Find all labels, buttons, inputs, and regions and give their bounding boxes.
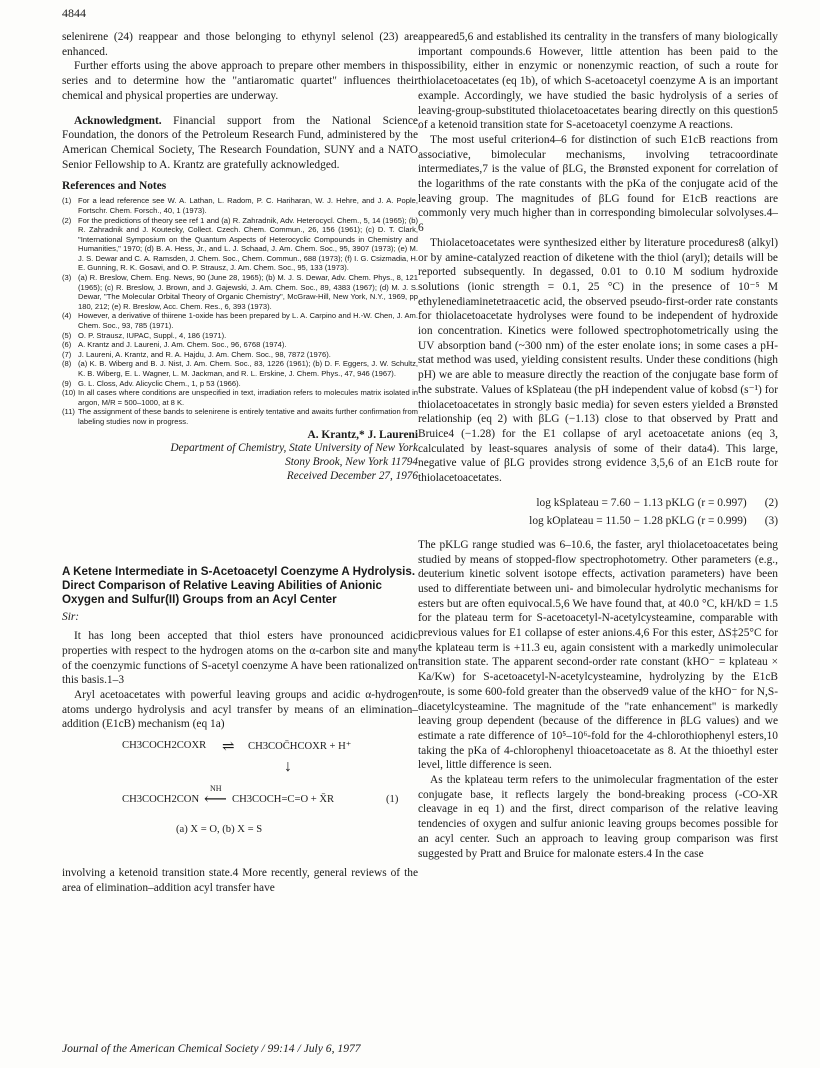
arrow-label: NH	[210, 784, 222, 794]
reference-number: (4)	[62, 311, 72, 321]
received-date: Received December 27, 1976	[286, 469, 418, 482]
equation-number: (2)	[764, 496, 778, 509]
reference-text: A. Krantz and J. Laureni, J. Am. Chem. Soc., 96, 6768 (1974).	[78, 340, 287, 350]
equations	[418, 494, 778, 530]
reference-item	[62, 273, 418, 311]
reference-number: (5)	[62, 330, 72, 340]
article-title: A Ketene Intermediate in S-Acetoacetyl Coenzyme A Hydrolysis. Direct Comparison of Relative Leaving Abilities of Anionic Oxygen and Sulfur(II) Groups from an Acyl Center	[62, 564, 416, 606]
paragraph: Aryl acetoacetates with powerful leaving groups and acidic α-hydrogen atoms undergo hydrolysis and acyl transfer by means of an elimination–addition (E1cB) mechanism (eq 1a)	[62, 689, 418, 731]
paragraph: involving a ketenoid transition state.4 More recently, general reviews of the area of elimination–addition acyl transfer have	[62, 867, 418, 894]
paragraph: appeared5,6 and established its centrality in the transfers of many biologically important compounds.6 However, little attention has been paid to the possibility, either in enzymic or nonenzymic reaction, of such a route for thiolacetoacetates (eq 1b), of which S-acetoacetyl coenzyme A is an important example. Accordingly, we have studied the basic hydrolysis of a series of leaving-group-substituted thiolacetoacetates bearing directly on this question5 of a ketenoid transition state for S-acetoacetyl coenzyme A reactions.	[418, 31, 778, 132]
reference-number: (2)	[62, 215, 72, 225]
salutation: Sir:	[62, 611, 80, 624]
references-list	[62, 196, 418, 426]
reference-number: (7)	[62, 349, 72, 359]
reference-number: (8)	[62, 359, 72, 369]
reference-text: J. Laureni, A. Krantz, and R. A. Hajdu, J. Am. Chem. Soc., 98, 7872 (1976).	[78, 349, 331, 359]
scheme-ketene: CH3COCH=C=O + X̄R	[232, 794, 335, 806]
reference-number: (11)	[62, 407, 75, 417]
paragraph: As the kplateau term refers to the unimolecular fragmentation of the ester conjugate base, it reflects largely the bond-breaking process (-CO-XR cleavage in eq 1) and the first, direct comparison of the relative leaving tendencies of oxygen and sulfur anionic leaving groups becomes possible for an acyl center. Such an approach to leaving group comparison was first suggested by Pratt and Bruice for malonate esters.4 In the case	[418, 774, 778, 860]
reference-item	[62, 379, 418, 389]
reaction-scheme	[62, 736, 418, 864]
reference-number: (10)	[62, 388, 76, 398]
authors: A. Krantz,* J. Laureni	[307, 428, 418, 441]
reference-text: However, a derivative of thiirene 1-oxide has been prepared by L. A. Carpino and H.-W. Chen, J. Am. Chem. Soc., 93, 785 (1971).	[78, 311, 418, 331]
reference-item	[62, 359, 418, 378]
paragraph: It has long been accepted that thiol esters have pronounced acidic properties with respect to the hydrogen atoms on the α-carbon site and many of the coenzymic functions of S-acetyl coenzyme A have been rationalized on this basis.1–3	[62, 630, 418, 687]
right-column	[418, 30, 778, 861]
reference-item	[62, 340, 418, 350]
reference-number: (9)	[62, 378, 72, 388]
reference-text: The assignment of these bands to selenirene is entirely tentative and awaits further confirmation from labeling studies now in progress.	[78, 407, 418, 426]
paragraph: Further efforts using the above approach to prepare other members in this series and to determine how the "antiaromatic quartet" influences their chemical and physical properties are underway.	[62, 60, 418, 102]
reference-text: For a lead reference see W. A. Lathan, L. Radom, P. C. Hariharan, W. J. Hehre, and J. A. Pople, Fortschr. Chem. Forsch., 40, 1 (1973).	[78, 196, 418, 215]
left-column	[62, 30, 418, 896]
equation-2: log kSplateau = 7.60 − 1.13 pKLG (r = 0.997)	[536, 496, 747, 509]
reference-text: For the predictions of theory see ref 1 and (a) R. Zahradnik, Adv. Heterocycl. Chem., 5, 14 (1965); (b) R. Zahradnik and J. Koutecky, Collect. Czech. Chem. Commun., 26, 156 (1961); (c) D. T. Clark, "International Symposium on the Quantum Aspects of Heterocyclic Compounds in Chemistry and Humanities," 1970; (d) B. A. Hess, Jr., and L. J. Schaad, J. Am. Chem. Soc., 95, 3907 (1973); (e) M. J. S. Dewar and C. A. Ramsden, J. Chem. Soc., Chem. Commun., 688 (1973); (f) I. G. Csizmadia, H. E. Gunning, R. K. Gosavi, and O. P. Strausz, J. Am. Chem. Soc., 95, 133 (1973).	[78, 215, 418, 273]
reference-number: (3)	[62, 273, 72, 283]
scheme-reactant: CH3COCH2COXR	[122, 740, 207, 752]
equation-number: (1)	[386, 794, 399, 806]
ack-heading: Acknowledgment.	[74, 114, 162, 127]
equation-3: log kOplateau = 11.50 − 1.28 pKLG (r = 0.999)	[529, 514, 747, 527]
ack-text: Financial support from the National Science Foundation, the donors of the Petroleum Research Fund, administered by the American Chemical Society, The Research Foundation, SUNY and a NATO Senior Fellowship to A. Krantz are gratefully acknowledged.	[62, 114, 418, 171]
reference-text: (a) R. Breslow, Chem. Eng. News, 90 (June 28, 1965); (b) M. J. S. Dewar, Adv. Chem. Phys., 8, 121 (1965); (c) R. Breslow, J. Brown, and J. Gajewski, J. Am. Chem. Soc., 89, 4383 (1967); (d) M. J. S. Dewar, "The Molecular Orbital Theory of Organic Chemistry", McGraw-Hill, New York, N.Y., 1969, pp 180, 212; (e) R. Breslow, Acc. Chem. Res., 6, 393 (1973).	[78, 273, 418, 311]
page-number: 4844	[62, 6, 86, 20]
reference-item	[62, 216, 418, 274]
reference-item	[62, 331, 418, 341]
paragraph: Thiolacetoacetates were synthesized either by literature procedures8 (alkyl) or by amine-catalyzed reaction of diketene with the thiol (aryl); details will be reported subsequently. In degassed, 0.01 to 0.10 M sodium hydroxide solutions (ionic strength = 0.1, 25 °C) in the presence of 10⁻⁵ M ethylenediaminetetraacetic acid, the observed pseudo-first-order rate constants for thiolacetoacetate hydrolyses were found to be independent of hydroxide ion concentration. Kinetics were followed spectrophotometrically using the UV absorption band (~300 nm) of the ester enolate ions; in some cases a pH-stat method was used, yielding consistent results. Under these conditions (high pH) we are able to measure directly the reaction of the conjugate base form of the substrate. Values of kSplateau (the pH independent value of kobsd (s⁻¹) for thiolacetoacetates in strongly basic media) for seven esters yielded a Brønsted relationship (eq 2) with βLG (−1.13) close to that observed by Pratt and Bruice4 (−1.28) for the E1 collapse of aryl acetoacetate anions (eq 3, calculated by least-squares analysis of some of their data4). This large, negative value of βLG provides strong evidence 3,5,6 of an E1cB route for thiolacetoacetates.	[418, 236, 778, 485]
reference-text: G. L. Closs, Adv. Alicyclic Chem., 1, p 53 (1966).	[78, 378, 241, 388]
reference-item	[62, 311, 418, 330]
reference-item	[62, 388, 418, 407]
equation-number: (3)	[764, 514, 778, 527]
paragraph: selenirene (24) reappear and those belonging to ethynyl selenol (23) are enhanced.	[62, 31, 418, 58]
acknowledgment	[62, 114, 418, 173]
paragraph: The most useful criterion4–6 for distinction of such E1cB reactions from associative, bimolecular mechanisms, involving tetracoordinate intermediates,7 is the value of βLG, the Brønsted exponent for correlation of the logarithms of the rate constants with the pKa of the conjugate acid of the leaving group. The magnitudes of βLG found for E1cB reactions are commonly very much higher than in corresponding bimolecular solvolyses.4–6	[418, 133, 778, 235]
reference-number: (1)	[62, 196, 72, 206]
reference-item	[62, 196, 418, 215]
journal-footer: Journal of the American Chemical Society / 99:14 / July 6, 1977	[62, 1042, 361, 1055]
affiliation-dept: Department of Chemistry, State University of New York	[170, 441, 418, 454]
scheme-anion: CH3COC̄HCOXR + H⁺	[248, 741, 352, 753]
reference-text: O. P. Strausz, IUPAC, Suppl., 4, 186 (1971).	[78, 330, 227, 340]
reverse-arrow: ⟵	[204, 791, 227, 809]
reference-item	[62, 407, 418, 426]
down-arrow-icon: ↓	[284, 758, 292, 776]
affiliation-address: Stony Brook, New York 11794	[285, 455, 418, 468]
reference-item	[62, 350, 418, 360]
paragraph: The pKLG range studied was 6–10.6, the faster, aryl thiolacetoacetates being studied by means of stopped-flow spectrophotometry. Other parameters (e.g., deuterium kinetic solvent isotope effects, activation parameters) have been used to differentiate between uni- and bimolecular hydrolytic mechanisms for esters but are often equivocal.5,6 We have found that, at 40.0 °C, kH/kD = 1.5 for the plateau term for S-acetoacetyl-N-acetylcysteamine, comparable with previous values for E1 collapse of ester anions.4,6 For this ester, ΔS‡25°C for the kplateau term is +11.3 eu, again consistent with a markedly unimolecular transition state. The apparent second-order rate constant (kHO⁻ = kplateau × Ka/Kw) for S-acetoacetyl-N-acetylcysteamine, hydrolyzing by the E1cB route, is some 600-fold greater than the observed9 value of the kHO⁻ for N,S-diacetylcysteamine. The magnitude of the "rate enhancement" is markedly leaving group dependent (because of the difference in βLG values) and we estimate a rate difference of 10⁵–10⁶-fold for the 4-chlorothiophenyl esters,10 taking the pKa of 4-chlorophenyl thioacetoacetate as 8. At the thioethyl ester level, little difference is seen.	[418, 538, 778, 772]
equilibrium-arrow: ⇌	[222, 739, 235, 756]
reference-text: (a) K. B. Wiberg and B. J. Nist, J. Am. Chem. Soc., 83, 1226 (1961); (b) D. F. Eggers, J. W. Schultz, K. B. Wiberg, E. L. Wagner, L. M. Jackman, and R. L. Erskine, J. Chem. Phys., 47, 946 (1967).	[78, 359, 418, 379]
reference-number: (6)	[62, 340, 72, 350]
reference-text: In all cases where conditions are unspecified in text, irradiation refers to molecules matrix isolated in argon, M/R = 500–1000, at 8 K.	[78, 388, 418, 407]
references-heading: References and Notes	[62, 180, 167, 193]
scheme-amide: CH3COCH2CON	[122, 794, 200, 806]
scheme-caption: (a) X = O, (b) X = S	[176, 824, 263, 836]
